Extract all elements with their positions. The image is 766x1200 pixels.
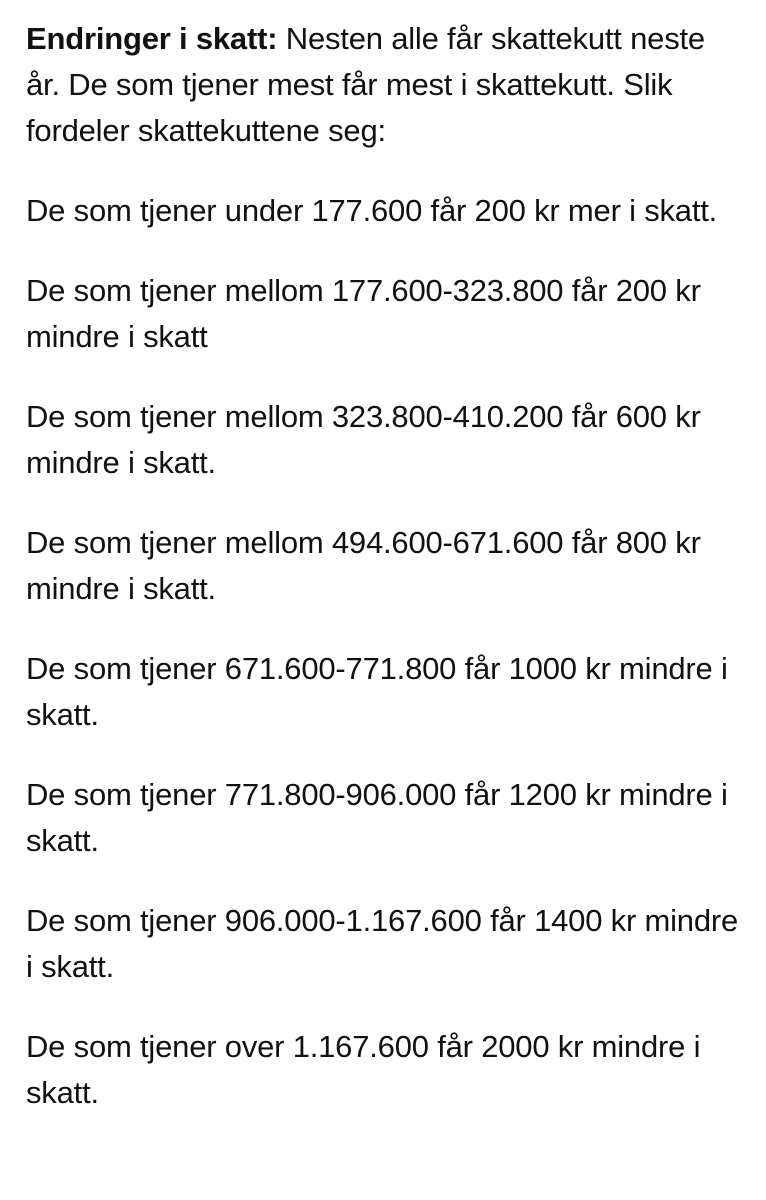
intro-text: Nesten alle får skattekutt neste år. De som tjener mest får mest i skattekutt. Slik fordeler skattekuttene seg:	[26, 21, 705, 148]
bracket-paragraph: De som tjener mellom 323.800-410.200 får 600 kr mindre i skatt.	[26, 399, 701, 480]
bracket-paragraph: De som tjener 771.800-906.000 får 1200 kr mindre i skatt.	[26, 777, 728, 858]
bracket-paragraph: De som tjener 671.600-771.800 får 1000 kr mindre i skatt.	[26, 651, 728, 732]
intro-label: Endringer i skatt:	[26, 21, 278, 56]
bracket-paragraph: De som tjener over 1.167.600 får 2000 kr mindre i skatt.	[26, 1029, 701, 1110]
bracket-paragraph: De som tjener mellom 177.600-323.800 får 200 kr mindre i skatt	[26, 273, 701, 354]
bracket-paragraph: De som tjener mellom 494.600-671.600 får 800 kr mindre i skatt.	[26, 525, 701, 606]
bracket-paragraph: De som tjener under 177.600 får 200 kr mer i skatt.	[26, 193, 718, 228]
bracket-paragraph: De som tjener 906.000-1.167.600 får 1400 kr mindre i skatt.	[26, 903, 739, 984]
intro-paragraph	[26, 16, 742, 154]
